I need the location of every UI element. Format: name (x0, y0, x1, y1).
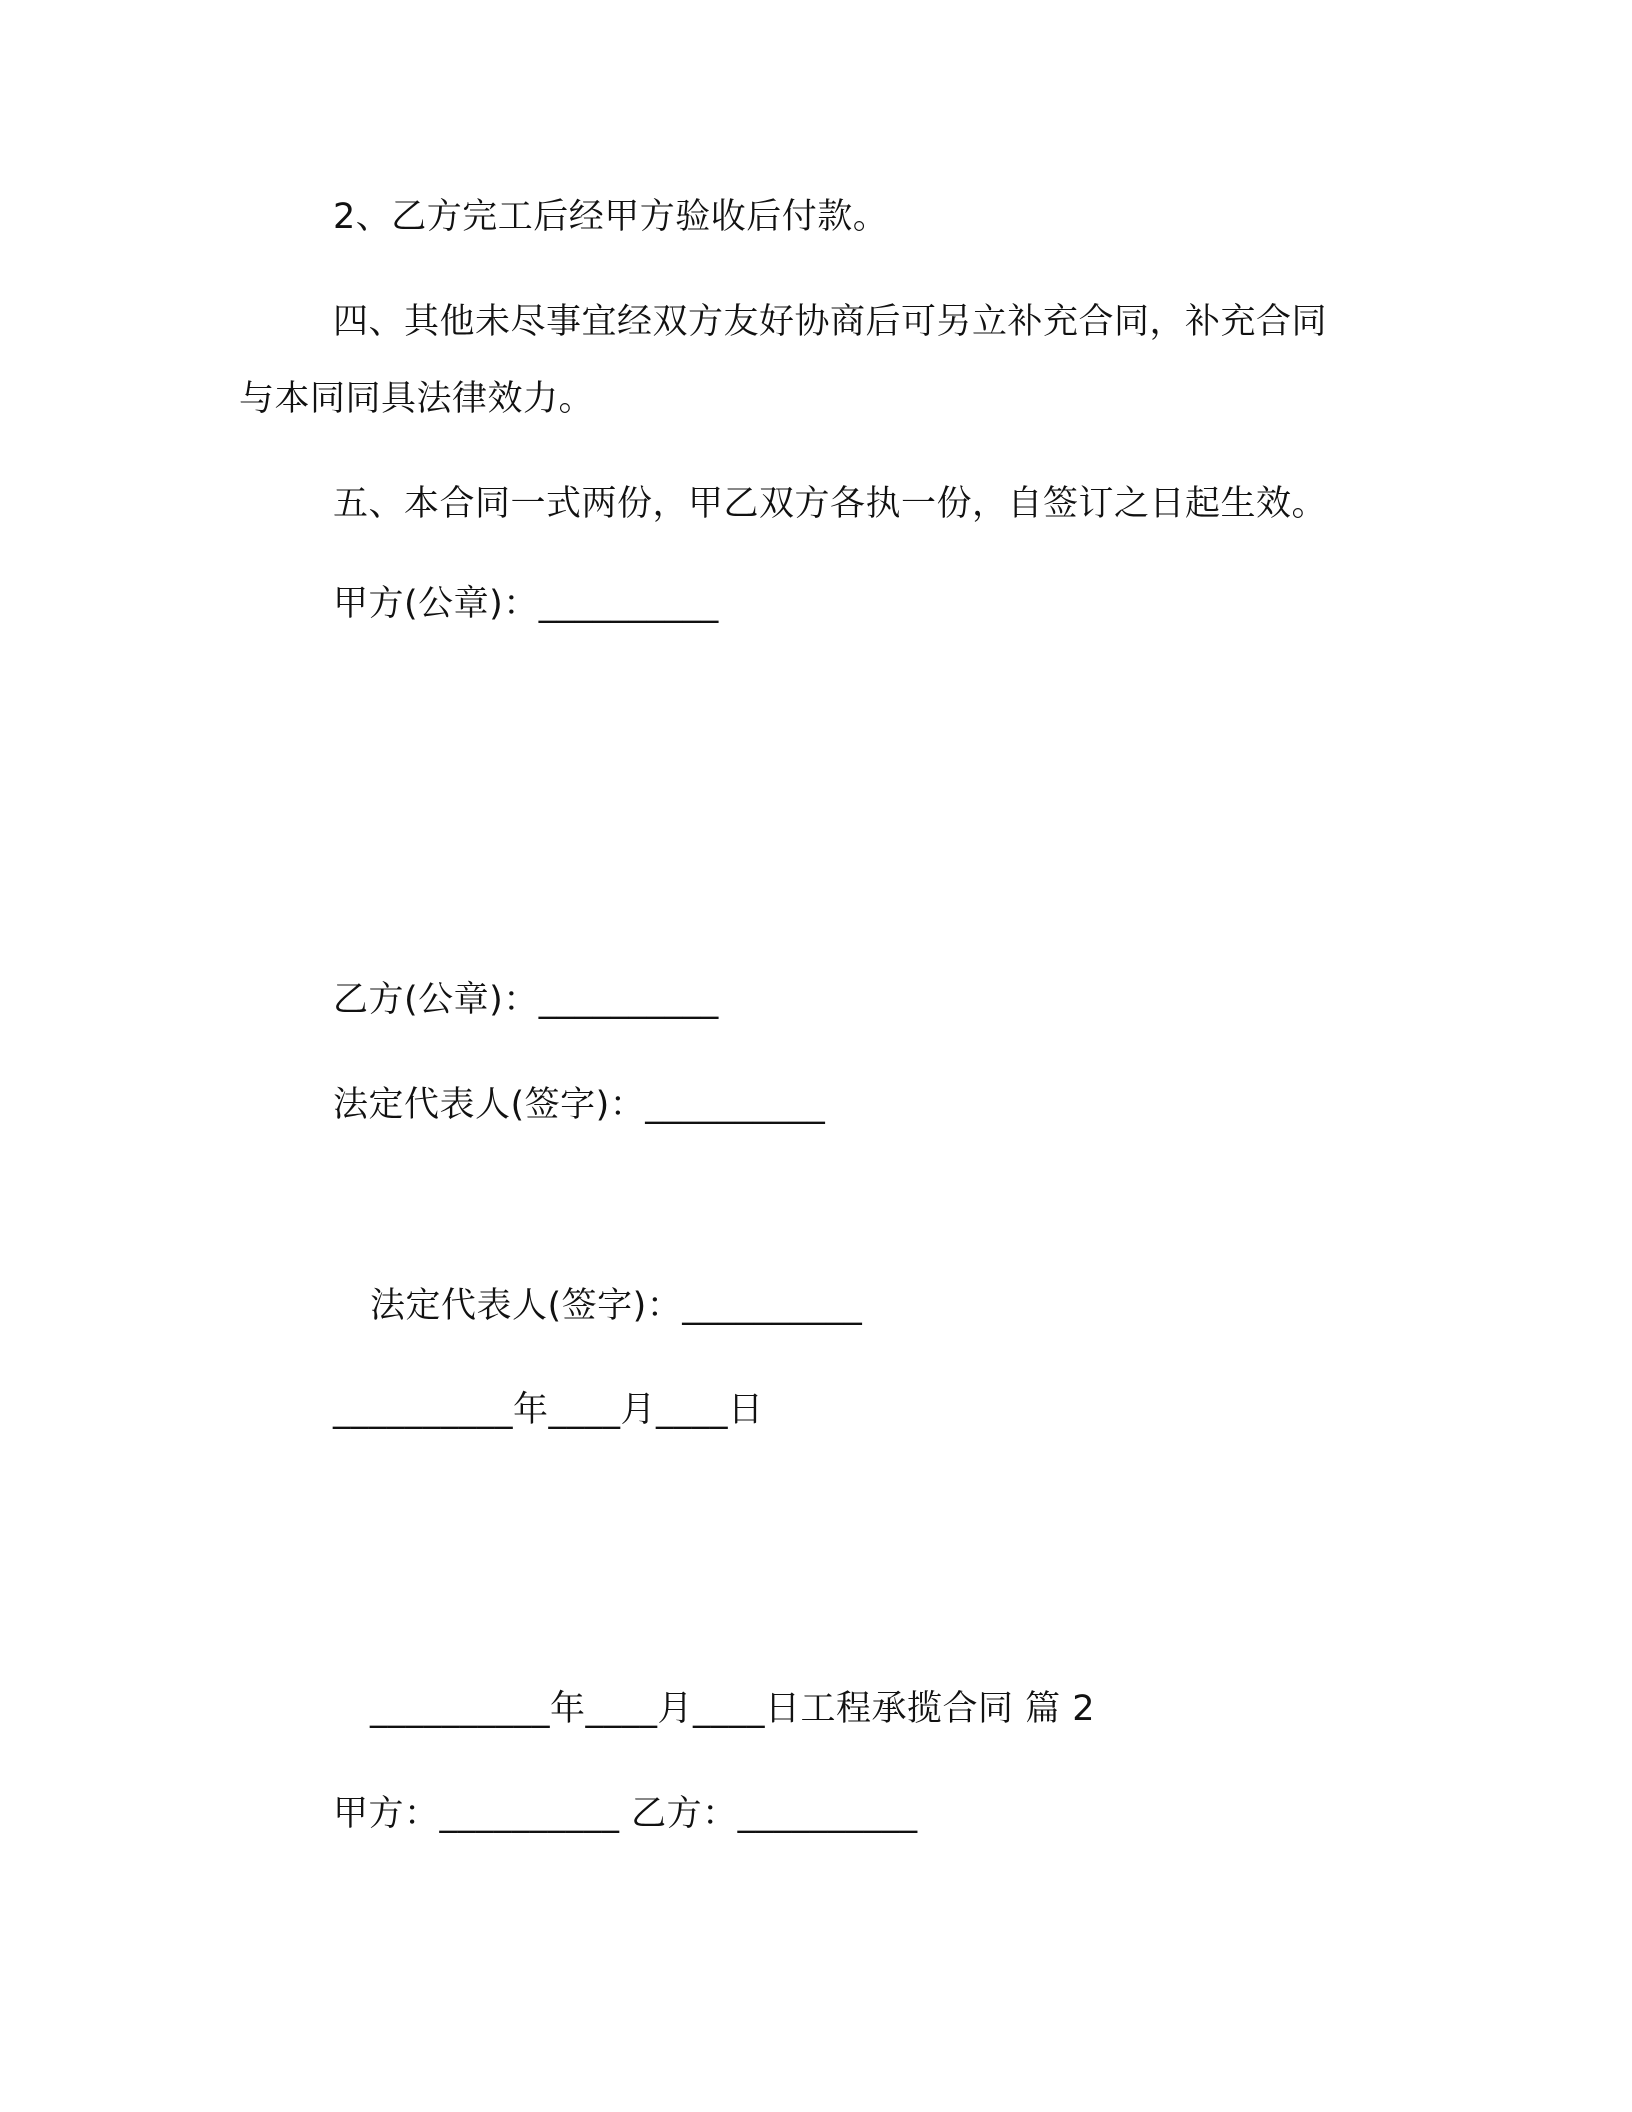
legal-rep-signature-1: 法定代表人(签字)：__________ (333, 1085, 826, 1125)
clause-5: 五、本合同一式两份，甲乙双方各执一份，自签订之日起生效。 (333, 484, 1328, 524)
legal-rep-signature-2: 法定代表人(签字)：__________ (370, 1286, 863, 1326)
clause-2-payment: 2、乙方完工后经甲方验收后付款。 (333, 197, 889, 237)
party-a-seal: 甲方(公章)：__________ (333, 584, 719, 624)
party-b-seal: 乙方(公章)：__________ (333, 980, 719, 1020)
clause-4-line-2: 与本同同具法律效力。 (239, 379, 595, 419)
date-line: __________年____月____日 (333, 1390, 764, 1430)
clause-4-line-1: 四、其他未尽事宜经双方友好协商后可另立补充合同，补充合同 (333, 302, 1328, 342)
parties-line: 甲方：__________ 乙方：__________ (333, 1794, 918, 1834)
section-title-contract-2: __________年____月____日工程承揽合同 篇 2 (370, 1689, 1096, 1729)
